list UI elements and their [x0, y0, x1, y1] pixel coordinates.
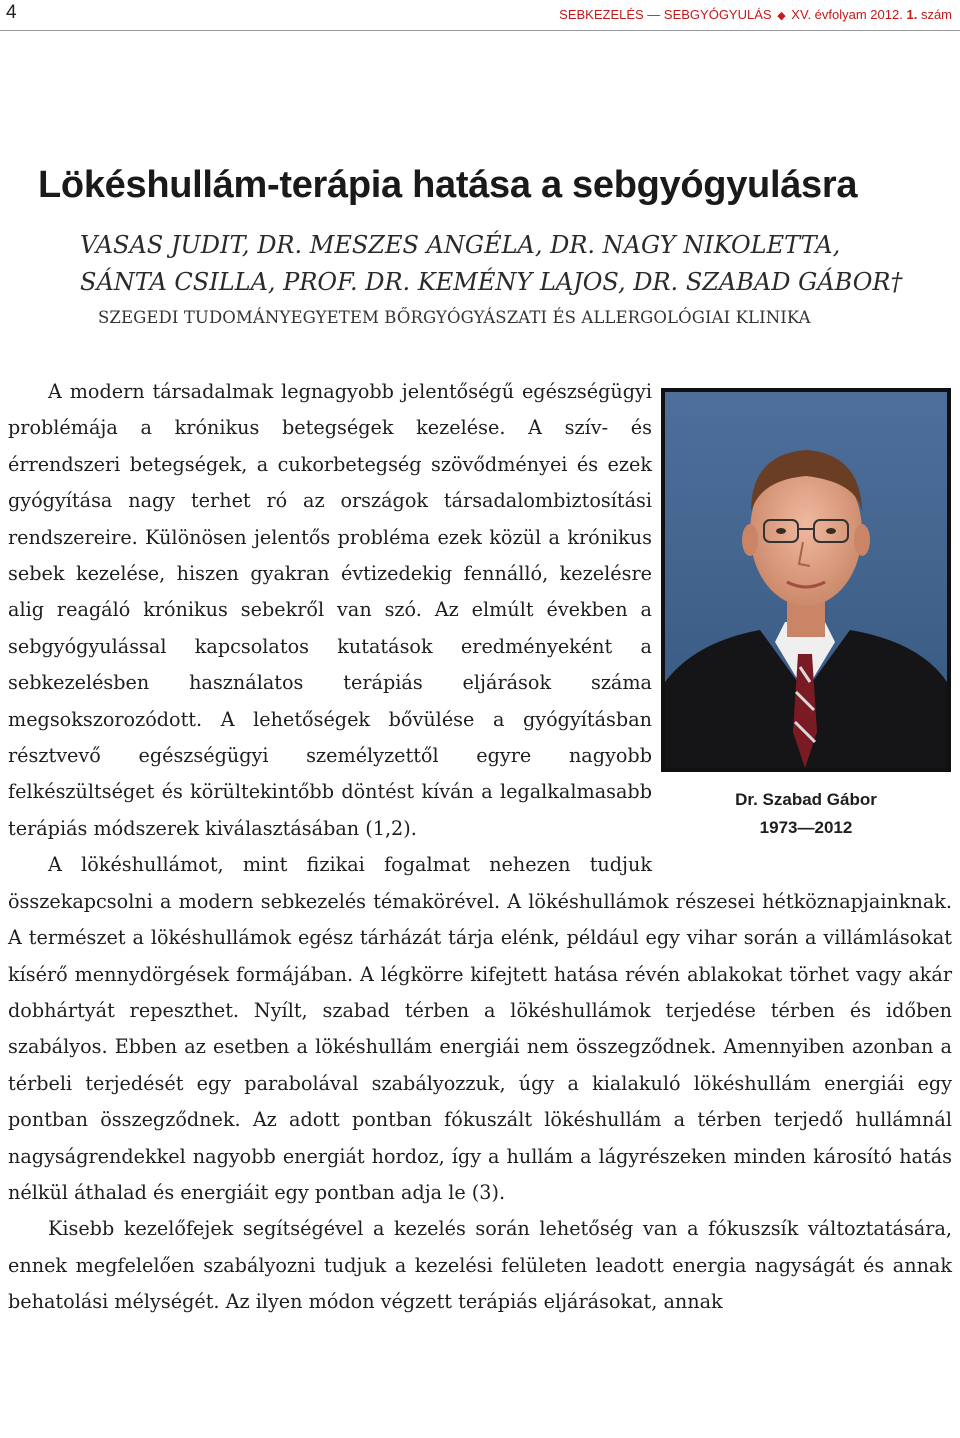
paragraph: A modern társadalmak legnagyobb jelentőségű egészségügyi problémája a krónikus betegségek kezelése. A szív- és érrendszeri betegségek, a cukorbetegség szövődményei és ezek gyógyítása nagy terhet ró az országok társadalombiztosítási rendszereire. Különösen jelentős probléma ezek közül a krónikus sebek kezelése, hiszen gyakran évtizedekig fennálló, kezelésre alig reagáló krónikus sebekről van szó. Az elmúlt években a sebgyógyulással kapcsolatos kutatások eredményeként a sebkezelésben használatos terápiás eljárások száma megsokszorozódott. A lehetőségek bővülése a gyógyításban résztvevő egészségügyi személyzettől egyre nagyobb felkészültséget és körültekintőbb döntést kíván a legalkalmasabb terápiás módszerek kiválasztásában (1,2).	[8, 380, 652, 840]
journal-name: SEBKEZELÉS — SEBGYÓGYULÁS	[559, 7, 772, 22]
journal-volume: XV. évfolyam 2012.	[791, 7, 903, 22]
article-body	[8, 374, 952, 1321]
issue-label: szám	[920, 7, 952, 22]
article-title: Lökéshullám-terápia hatása a sebgyógyulásra	[38, 164, 858, 206]
photo-float-spacer	[652, 374, 952, 864]
author-list	[80, 227, 940, 301]
affiliation: SZEGEDI TUDOMÁNYEGYETEM BŐRGYÓGYÁSZATI ÉS ALLERGOLÓGIAI KLINIKA	[98, 308, 811, 327]
paragraph: Kisebb kezelőfejek segítségével a kezelés során lehetőség van a fókuszsík változtatására, ennek megfelelően szabályozni tudjuk a kezelési felületen leadott energia nagyságát és annak behatolási mélységét. Az ilyen módon végzett terápiás eljárásokat, annak	[8, 1217, 952, 1314]
authors-line-2: SÁNTA CSILLA, PROF. DR. KEMÉNY LAJOS, DR. SZABAD GÁBOR†	[80, 268, 903, 296]
journal-running-head	[559, 7, 952, 22]
caption-years: 1973—2012	[759, 818, 853, 837]
caption-name: Dr. Szabad Gábor	[735, 790, 877, 809]
diamond-separator-icon: ◆	[777, 10, 786, 22]
issue-number: 1.	[906, 7, 918, 22]
paragraph: A lökéshullámot, mint fizikai fogalmat nehezen tudjuk összekapcsolni a modern sebkezelés témakörével. A lökéshullámok részesei hétköznapjainknak. A természet a lökéshullámok egész tárházát tárja elénk, például egy vihar során a villámlásokat kísérő mennydörgések formájában. A légkörre kifejtett hatása révén ablakokat törhet vagy akár dobhártyát repeszthet. Nyílt, szabad térben a lökéshullámok terjedése térben és időben szabályos. Ebben az esetben a lökéshullám energiái nem összegződnek. Amennyiben azonban a térbeli terjedését egy parabolával szabályozzuk, úgy a kialakuló lökéshullám energiái egy pontban összegződnek. Az adott pontban fókuszált lökéshullám a térben terjedő hullámnál nagyságrendekkel nagyobb energiát hordoz, így a hullám a lágyrészeken minden károsító hatás nélkül áthalad és energiáit egy pontban adja le (3).	[8, 853, 952, 1204]
page-number: 4	[6, 2, 17, 23]
running-header	[0, 0, 960, 31]
authors-line-1: VASAS JUDIT, DR. MESZES ANGÉLA, DR. NAGY NIKOLETTA,	[80, 231, 841, 259]
